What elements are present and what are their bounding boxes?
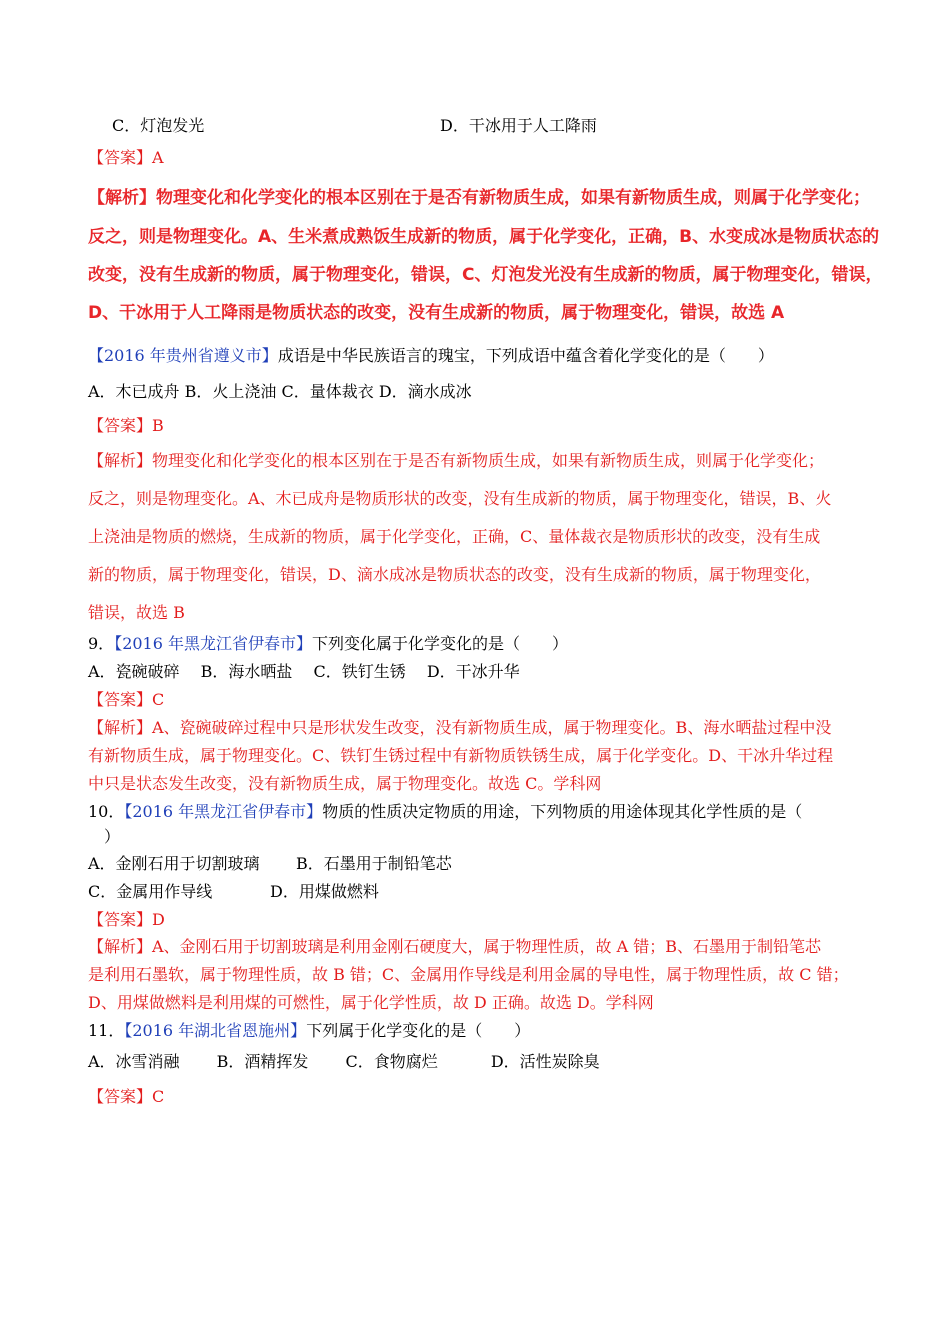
q9-stem-line bbox=[88, 631, 568, 654]
q9-source: 【2016 年黑龙江省伊春市】 bbox=[114, 634, 312, 653]
q10-analysis-line-1: 【解析】A、金刚石用于切割玻璃是利用金刚石硬度大，属于物理性质，故 A 错；B、石墨用于制铅笔芯 bbox=[88, 937, 822, 956]
q8-stem-line bbox=[88, 343, 774, 366]
q7-analysis-line-3: 改变，没有生成新的物质，属于物理变化，错误，C、灯泡发光没有生成新的物质，属于物理变化，错误， bbox=[88, 265, 883, 285]
q8-analysis-line-4: 新的物质，属于物理变化，错误，D、滴水成冰是物质状态的改变，没有生成新的物质，属于物理变化， bbox=[88, 565, 821, 584]
q9-stem: 下列变化属于化学变化的是（ ） bbox=[312, 634, 569, 653]
q11-stem-line bbox=[88, 1018, 530, 1041]
q8-options: A．木已成舟 B．火上浇油 C．量体裁衣 D．滴水成冰 bbox=[88, 382, 472, 401]
q11-source: 【2016 年湖北省恩施州】 bbox=[124, 1021, 307, 1040]
q9-number: 9． bbox=[88, 634, 115, 653]
q11-number: 11． bbox=[88, 1021, 125, 1040]
q9-analysis-line-1: 【解析】A、瓷碗破碎过程中只是形状发生改变，没有新物质生成，属于物理变化。B、海水晒盐过程中没 bbox=[88, 718, 832, 737]
q8-analysis-line-2: 反之，则是物理变化。A、木已成舟是物质形状的改变，没有生成新的物质，属于物理变化，错误，B、火 bbox=[88, 489, 832, 508]
q8-answer: 【答案】B bbox=[88, 416, 164, 435]
q8-stem: 成语是中华民族语言的瑰宝，下列成语中蕴含着化学变化的是（ ） bbox=[277, 346, 774, 365]
q7-answer: 【答案】A bbox=[88, 148, 164, 167]
q11-stem: 下列属于化学变化的是（ ） bbox=[306, 1021, 531, 1040]
q11-options: A．冰雪消融 B．酒精挥发 C．食物腐烂 D．活性炭除臭 bbox=[88, 1052, 600, 1071]
q10-option-c: C．金属用作导线 bbox=[88, 882, 213, 901]
q11-answer: 【答案】C bbox=[88, 1087, 165, 1106]
q10-stem-line bbox=[88, 799, 802, 822]
q10-option-b: B．石墨用于制铅笔芯 bbox=[296, 854, 452, 873]
q10-number: 10． bbox=[88, 802, 125, 821]
q10-source: 【2016 年黑龙江省伊春市】 bbox=[124, 802, 323, 821]
q10-stem-cont: ） bbox=[104, 827, 121, 846]
q10-option-a: A．金刚石用于切割玻璃 bbox=[88, 854, 260, 873]
q10-analysis-line-3: D、用煤做燃料是利用煤的可燃性，属于化学性质，故 D 正确。故选 D。学科网 bbox=[88, 993, 654, 1012]
q10-analysis-line-2: 是利用石墨软，属于物理性质，故 B 错；C、金属用作导线是利用金属的导电性，属于物理性质，故 C 错； bbox=[88, 965, 849, 984]
q7-option-c: C．灯泡发光 bbox=[112, 116, 205, 135]
q10-answer: 【答案】D bbox=[88, 910, 165, 929]
q10-stem: 物质的性质决定物质的用途，下列物质的用途体现其化学性质的是（ bbox=[322, 802, 803, 821]
q8-source: 【2016 年贵州省遵义市】 bbox=[88, 346, 278, 365]
q9-analysis-line-3: 中只是状态发生改变，没有新物质生成，属于物理变化。故选 C。学科网 bbox=[88, 774, 602, 793]
q8-analysis-line-3: 上浇油是物质的燃烧，生成新的物质，属于化学变化，正确，C、量体裁衣是物质形状的改变，没有生成 bbox=[88, 527, 821, 546]
q10-option-d: D．用煤做燃料 bbox=[270, 882, 379, 901]
q7-analysis-line-2: 反之，则是物理变化。A、生米煮成熟饭生成新的物质，属于化学变化，正确，B、水变成冰是物质状态的 bbox=[88, 227, 880, 247]
q9-answer: 【答案】C bbox=[88, 690, 165, 709]
q8-analysis-line-5: 错误，故选 B bbox=[88, 603, 185, 622]
q7-analysis-line-1: 【解析】物理变化和化学变化的根本区别在于是否有新物质生成，如果有新物质生成，则属于化学变化； bbox=[88, 188, 870, 208]
q7-option-d: D．干冰用于人工降雨 bbox=[440, 116, 597, 135]
q9-analysis-line-2: 有新物质生成，属于物理变化。C、铁钉生锈过程中有新物质铁锈生成，属于化学变化。D、干冰升华过程 bbox=[88, 746, 834, 765]
q9-options: A．瓷碗破碎 B．海水晒盐 C．铁钉生锈 D．干冰升华 bbox=[88, 662, 520, 681]
q7-analysis-line-4: D、干冰用于人工降雨是物质状态的改变，没有生成新的物质，属于物理变化，错误，故选 A bbox=[88, 303, 785, 323]
q8-analysis-line-1: 【解析】物理变化和化学变化的根本区别在于是否有新物质生成，如果有新物质生成，则属于化学变化； bbox=[88, 451, 825, 470]
